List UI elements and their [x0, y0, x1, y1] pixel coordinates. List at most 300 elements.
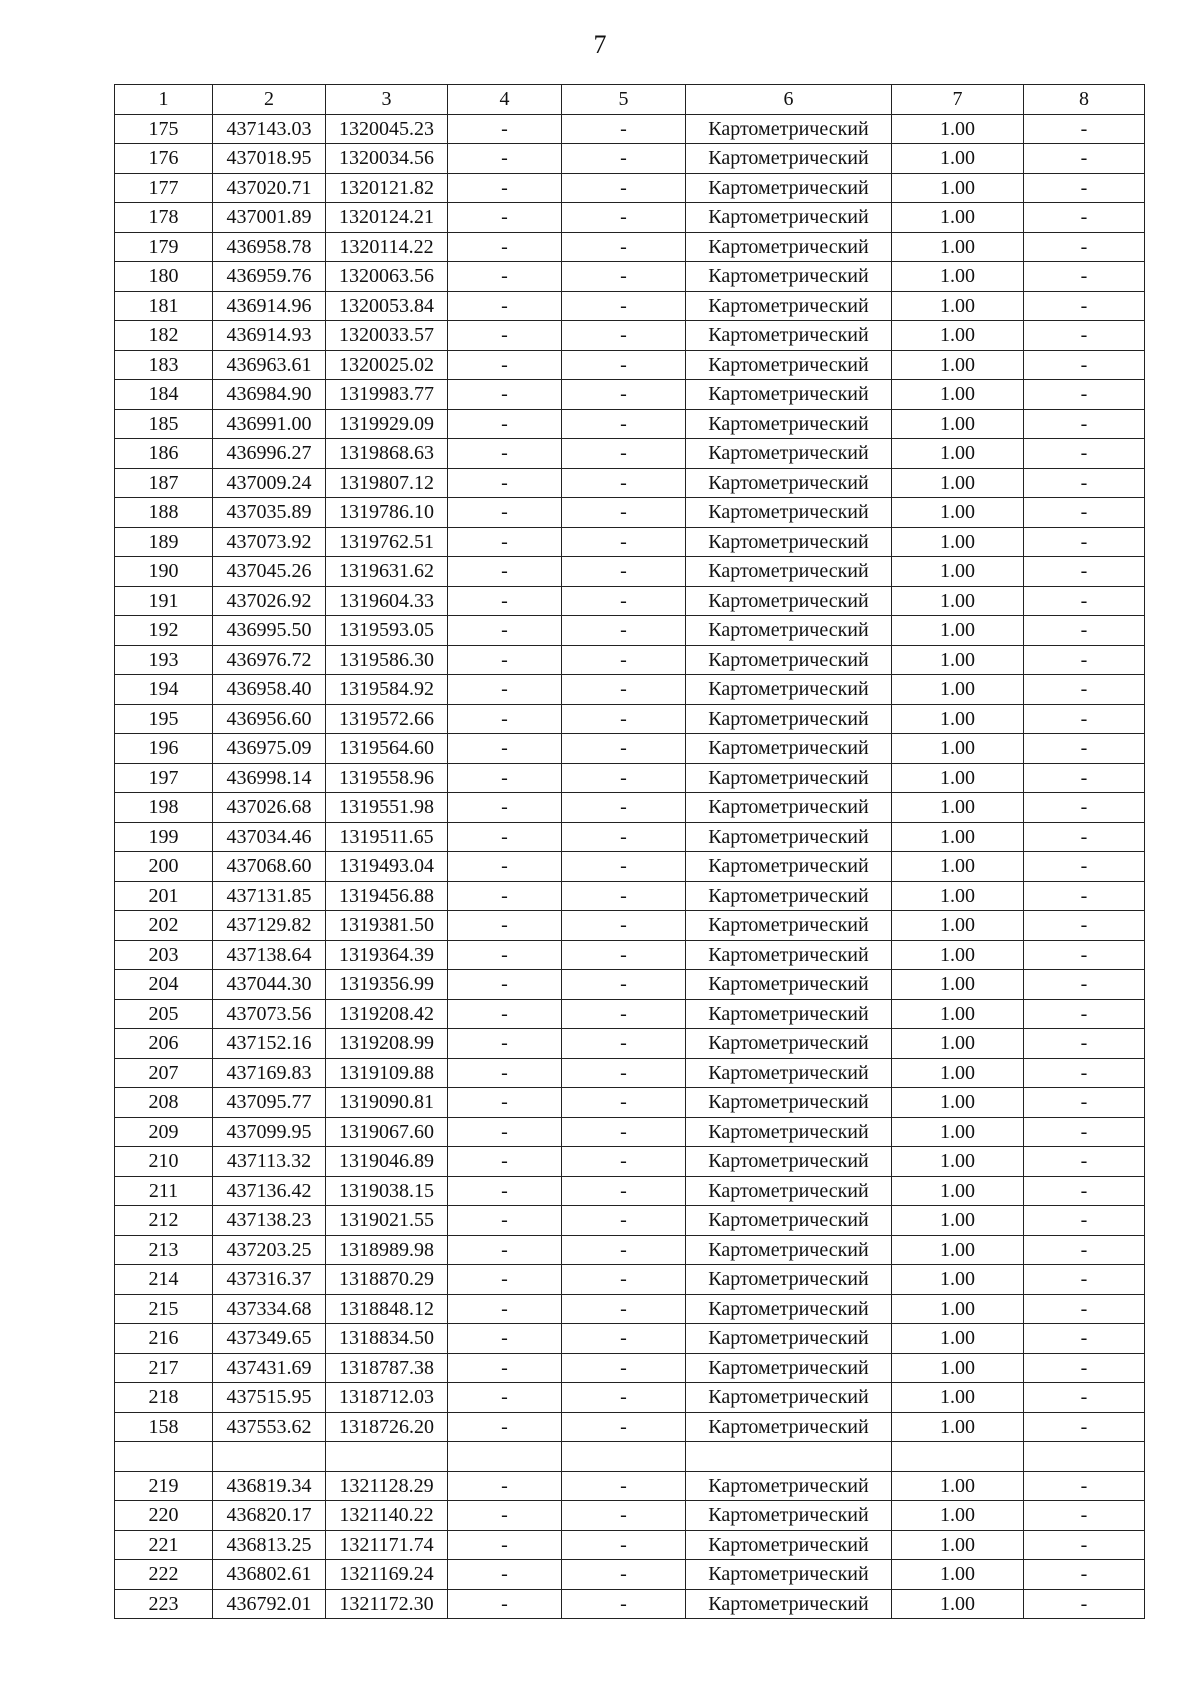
table-cell: - [1024, 1235, 1145, 1265]
table-cell: Картометрический [686, 881, 892, 911]
table-row [115, 1560, 1145, 1590]
table-cell: - [1024, 970, 1145, 1000]
table-cell: - [448, 114, 562, 144]
table-row [115, 321, 1145, 351]
table-cell: 197 [115, 763, 213, 793]
table-cell: Картометрический [686, 616, 892, 646]
table-cell: 1321172.30 [326, 1589, 448, 1619]
table-cell: - [562, 203, 686, 233]
table-cell: - [1024, 1530, 1145, 1560]
table-cell: - [562, 645, 686, 675]
table-cell: 1319572.66 [326, 704, 448, 734]
table-cell: 1321171.74 [326, 1530, 448, 1560]
table-cell: 1320124.21 [326, 203, 448, 233]
table-cell: - [448, 1294, 562, 1324]
table-cell: 1321128.29 [326, 1471, 448, 1501]
table-cell: Картометрический [686, 1206, 892, 1236]
table-cell: 1319929.09 [326, 409, 448, 439]
table-cell: 436792.01 [213, 1589, 326, 1619]
table-cell: - [1024, 1294, 1145, 1324]
table-cell: - [448, 645, 562, 675]
table-row [115, 114, 1145, 144]
table-cell: - [448, 1383, 562, 1413]
table-cell: - [448, 822, 562, 852]
table-cell: 213 [115, 1235, 213, 1265]
table-cell: - [448, 557, 562, 587]
table-cell: - [448, 940, 562, 970]
table-cell: 1.00 [892, 793, 1024, 823]
table-cell: Картометрический [686, 1058, 892, 1088]
table-cell: 1319807.12 [326, 468, 448, 498]
table-cell: 217 [115, 1353, 213, 1383]
table-cell: Картометрический [686, 940, 892, 970]
table-cell: - [1024, 675, 1145, 705]
table-cell: 436958.78 [213, 232, 326, 262]
table-cell: - [1024, 704, 1145, 734]
table-cell: 190 [115, 557, 213, 587]
table-cell: - [562, 881, 686, 911]
table-cell: 437316.37 [213, 1265, 326, 1295]
table-cell [448, 1442, 562, 1472]
table-cell: - [562, 262, 686, 292]
table-cell: Картометрический [686, 468, 892, 498]
table-cell: - [448, 1235, 562, 1265]
table-cell: Картометрический [686, 1029, 892, 1059]
table-cell: Картометрический [686, 734, 892, 764]
table-cell: 1319038.15 [326, 1176, 448, 1206]
table-row [115, 1265, 1145, 1295]
table-cell: - [562, 1560, 686, 1590]
table-cell: 436914.93 [213, 321, 326, 351]
table-cell: - [562, 468, 686, 498]
table-cell: 1318787.38 [326, 1353, 448, 1383]
table-cell: 436996.27 [213, 439, 326, 469]
table-cell: - [1024, 557, 1145, 587]
table-row [115, 586, 1145, 616]
column-header: 5 [562, 85, 686, 115]
table-cell: 1321169.24 [326, 1560, 448, 1590]
table-cell: - [562, 1471, 686, 1501]
table-cell: - [448, 881, 562, 911]
table-row [115, 262, 1145, 292]
table-cell: Картометрический [686, 1235, 892, 1265]
table-row [115, 1353, 1145, 1383]
column-header: 2 [213, 85, 326, 115]
table-cell: 1.00 [892, 380, 1024, 410]
table-cell: 1.00 [892, 1560, 1024, 1590]
table-cell: 1.00 [892, 1206, 1024, 1236]
table-cell: 205 [115, 999, 213, 1029]
table-cell: 1319868.63 [326, 439, 448, 469]
table-cell: 437129.82 [213, 911, 326, 941]
table-cell: Картометрический [686, 852, 892, 882]
table-cell: - [448, 1471, 562, 1501]
table-cell: Картометрический [686, 1088, 892, 1118]
table-row [115, 1206, 1145, 1236]
table-cell: - [562, 557, 686, 587]
table-cell: 1320033.57 [326, 321, 448, 351]
table-cell: - [562, 409, 686, 439]
table-cell: - [448, 970, 562, 1000]
table-cell [892, 1442, 1024, 1472]
table-cell: 1.00 [892, 1029, 1024, 1059]
table-cell: Картометрический [686, 439, 892, 469]
table-cell: 198 [115, 793, 213, 823]
table-cell: 215 [115, 1294, 213, 1324]
table-cell: - [448, 793, 562, 823]
column-header: 3 [326, 85, 448, 115]
table-cell: 1.00 [892, 999, 1024, 1029]
table-cell: 209 [115, 1117, 213, 1147]
table-cell: 1319381.50 [326, 911, 448, 941]
table-cell: 1.00 [892, 1294, 1024, 1324]
table-row [115, 1589, 1145, 1619]
table-cell: 436963.61 [213, 350, 326, 380]
table-cell: 437553.62 [213, 1412, 326, 1442]
table-cell: 1319983.77 [326, 380, 448, 410]
table-cell: Картометрический [686, 970, 892, 1000]
table-cell: - [1024, 793, 1145, 823]
table-cell: - [562, 1117, 686, 1147]
table-row [115, 763, 1145, 793]
table-cell: - [562, 675, 686, 705]
table-cell: 437035.89 [213, 498, 326, 528]
table-cell: 437143.03 [213, 114, 326, 144]
table-cell: - [562, 1501, 686, 1531]
table-cell: - [448, 734, 562, 764]
table-cell [562, 1442, 686, 1472]
table-cell: 1319631.62 [326, 557, 448, 587]
column-header: 1 [115, 85, 213, 115]
table-cell: 1319558.96 [326, 763, 448, 793]
table-cell: 1319208.99 [326, 1029, 448, 1059]
table-cell: 437073.92 [213, 527, 326, 557]
table-cell: 1.00 [892, 527, 1024, 557]
table-cell: 1.00 [892, 439, 1024, 469]
table-cell: 436984.90 [213, 380, 326, 410]
table-cell: Картометрический [686, 1324, 892, 1354]
table-cell: 436976.72 [213, 645, 326, 675]
table-cell: 1319604.33 [326, 586, 448, 616]
table-cell: 1319762.51 [326, 527, 448, 557]
table-cell [686, 1442, 892, 1472]
table-cell: - [562, 527, 686, 557]
table-cell: 1.00 [892, 1235, 1024, 1265]
table-cell [213, 1442, 326, 1472]
table-cell: - [1024, 1412, 1145, 1442]
table-cell: - [562, 498, 686, 528]
table-cell: 188 [115, 498, 213, 528]
table-cell: - [448, 704, 562, 734]
table-cell: - [562, 291, 686, 321]
table-cell: - [1024, 1029, 1145, 1059]
table-cell: 437203.25 [213, 1235, 326, 1265]
table-cell: 436956.60 [213, 704, 326, 734]
table-cell: 214 [115, 1265, 213, 1295]
table-cell: 202 [115, 911, 213, 941]
table-cell: - [1024, 1058, 1145, 1088]
table-cell: - [1024, 852, 1145, 882]
table-row [115, 291, 1145, 321]
table-row [115, 527, 1145, 557]
table-cell: 437020.71 [213, 173, 326, 203]
table-cell: 195 [115, 704, 213, 734]
table-cell: - [448, 675, 562, 705]
table-cell: - [562, 970, 686, 1000]
table-row [115, 911, 1145, 941]
table-cell: Картометрический [686, 321, 892, 351]
table-cell: 1.00 [892, 1471, 1024, 1501]
table-cell: 437431.69 [213, 1353, 326, 1383]
table-row [115, 1088, 1145, 1118]
table-cell: - [448, 1176, 562, 1206]
table-cell: - [562, 1294, 686, 1324]
table-cell: Картометрический [686, 704, 892, 734]
table-cell: 211 [115, 1176, 213, 1206]
table-cell: 1319593.05 [326, 616, 448, 646]
table-cell: 1319584.92 [326, 675, 448, 705]
table-row [115, 675, 1145, 705]
table-cell: - [562, 350, 686, 380]
table-cell: - [562, 852, 686, 882]
table-cell: 223 [115, 1589, 213, 1619]
table-cell: 1318870.29 [326, 1265, 448, 1295]
table-row [115, 852, 1145, 882]
table-cell: 199 [115, 822, 213, 852]
table-cell: 176 [115, 144, 213, 174]
table-cell: - [1024, 1589, 1145, 1619]
table-cell: 206 [115, 1029, 213, 1059]
table-cell: - [1024, 498, 1145, 528]
table-cell: - [562, 1088, 686, 1118]
table-row [115, 704, 1145, 734]
table-cell: 178 [115, 203, 213, 233]
table-cell: 185 [115, 409, 213, 439]
table-row [115, 203, 1145, 233]
table-cell: - [562, 321, 686, 351]
table-cell: 179 [115, 232, 213, 262]
table-cell: Картометрический [686, 232, 892, 262]
table-row [115, 1176, 1145, 1206]
table-cell: - [448, 1560, 562, 1590]
table-cell: 207 [115, 1058, 213, 1088]
table-cell: - [448, 1324, 562, 1354]
table-cell: - [1024, 586, 1145, 616]
table-body [115, 114, 1145, 1619]
table-cell: - [562, 1324, 686, 1354]
table-cell: 436995.50 [213, 616, 326, 646]
table-cell: 1.00 [892, 1589, 1024, 1619]
table-cell: Картометрический [686, 409, 892, 439]
table-cell: - [448, 586, 562, 616]
table-cell: 212 [115, 1206, 213, 1236]
table-cell: 437138.23 [213, 1206, 326, 1236]
table-cell: 1.00 [892, 262, 1024, 292]
table-row [115, 409, 1145, 439]
table-cell: 1319493.04 [326, 852, 448, 882]
table-cell: 1319511.65 [326, 822, 448, 852]
table-cell: 1.00 [892, 1088, 1024, 1118]
table-cell: - [1024, 439, 1145, 469]
table-cell: 158 [115, 1412, 213, 1442]
table-row [115, 232, 1145, 262]
table-row [115, 380, 1145, 410]
table-cell: - [562, 1029, 686, 1059]
table-cell: 192 [115, 616, 213, 646]
table-cell: - [1024, 763, 1145, 793]
table-cell: - [448, 350, 562, 380]
table-cell: 181 [115, 291, 213, 321]
table-cell: Картометрический [686, 1383, 892, 1413]
table-cell: Картометрический [686, 350, 892, 380]
table-cell: - [1024, 380, 1145, 410]
table-cell: - [448, 203, 562, 233]
table-cell [326, 1442, 448, 1472]
table-cell: 436975.09 [213, 734, 326, 764]
table-cell: - [448, 1530, 562, 1560]
table-cell: - [562, 822, 686, 852]
table-cell: - [1024, 350, 1145, 380]
table-cell: 1.00 [892, 822, 1024, 852]
table-cell: - [1024, 822, 1145, 852]
table-cell: 1321140.22 [326, 1501, 448, 1531]
table-cell: - [562, 1265, 686, 1295]
table-row [115, 557, 1145, 587]
table-cell: 1319090.81 [326, 1088, 448, 1118]
table-cell: 1.00 [892, 291, 1024, 321]
table-cell: - [448, 291, 562, 321]
table-cell: 221 [115, 1530, 213, 1560]
table-cell: Картометрический [686, 822, 892, 852]
table-cell: 437515.95 [213, 1383, 326, 1413]
table-row [115, 173, 1145, 203]
table-row [115, 1294, 1145, 1324]
table-cell: - [1024, 645, 1145, 675]
table-cell: - [448, 1412, 562, 1442]
table-cell: 1.00 [892, 321, 1024, 351]
table-cell: 1.00 [892, 1501, 1024, 1531]
table-cell: Картометрический [686, 999, 892, 1029]
table-cell: - [448, 173, 562, 203]
table-row [115, 468, 1145, 498]
table-cell: 437169.83 [213, 1058, 326, 1088]
table-cell: 1.00 [892, 616, 1024, 646]
table-cell: - [448, 527, 562, 557]
table-cell: - [448, 1501, 562, 1531]
table-cell: Картометрический [686, 144, 892, 174]
table-cell: - [1024, 262, 1145, 292]
table-cell: 175 [115, 114, 213, 144]
table-cell: Картометрический [686, 1176, 892, 1206]
table-row [115, 350, 1145, 380]
table-cell: 437099.95 [213, 1117, 326, 1147]
table-cell: - [1024, 1501, 1145, 1531]
table-cell: - [562, 616, 686, 646]
table-cell: 177 [115, 173, 213, 203]
table-cell: 1318848.12 [326, 1294, 448, 1324]
table-cell: 437034.46 [213, 822, 326, 852]
table-row [115, 970, 1145, 1000]
table-cell: 436820.17 [213, 1501, 326, 1531]
table-cell: - [448, 1589, 562, 1619]
table-cell: 1.00 [892, 586, 1024, 616]
table-cell: 180 [115, 262, 213, 292]
column-header: 6 [686, 85, 892, 115]
table-cell: 1320025.02 [326, 350, 448, 380]
table-cell: - [448, 1353, 562, 1383]
table-cell: 204 [115, 970, 213, 1000]
table-cell: 437045.26 [213, 557, 326, 587]
table-cell: 1.00 [892, 940, 1024, 970]
table-row [115, 1442, 1145, 1472]
table-cell: - [1024, 1560, 1145, 1590]
table-cell: 1319364.39 [326, 940, 448, 970]
table-cell: 189 [115, 527, 213, 557]
table-cell: - [448, 1147, 562, 1177]
table-cell: 1.00 [892, 203, 1024, 233]
table-cell: - [1024, 616, 1145, 646]
table-cell: - [562, 1589, 686, 1619]
page-number: 7 [593, 30, 607, 59]
table-cell: - [562, 1353, 686, 1383]
table-cell: 1320114.22 [326, 232, 448, 262]
table-cell: - [1024, 1353, 1145, 1383]
table-cell: - [448, 468, 562, 498]
table-cell: 1.00 [892, 173, 1024, 203]
table-cell: - [1024, 114, 1145, 144]
table-cell: - [1024, 409, 1145, 439]
table-cell: - [562, 793, 686, 823]
table-cell: 1.00 [892, 409, 1024, 439]
table-cell: Картометрический [686, 675, 892, 705]
table-row [115, 1235, 1145, 1265]
table-cell: - [1024, 1383, 1145, 1413]
column-header: 8 [1024, 85, 1145, 115]
table-row [115, 1471, 1145, 1501]
table-cell: - [448, 321, 562, 351]
table-cell: Картометрический [686, 1530, 892, 1560]
table-cell: 1.00 [892, 1058, 1024, 1088]
table-row [115, 439, 1145, 469]
table-row [115, 1530, 1145, 1560]
table-cell: 1.00 [892, 911, 1024, 941]
table-cell: 1.00 [892, 1530, 1024, 1560]
table-cell: - [1024, 468, 1145, 498]
table-cell: - [448, 380, 562, 410]
table-cell: 184 [115, 380, 213, 410]
table-cell: 1320063.56 [326, 262, 448, 292]
table-cell: - [1024, 734, 1145, 764]
table-cell: - [448, 616, 562, 646]
table-cell: 1.00 [892, 1147, 1024, 1177]
table-cell: Картометрический [686, 645, 892, 675]
table-cell: 436819.34 [213, 1471, 326, 1501]
table-cell: 187 [115, 468, 213, 498]
table-cell: - [1024, 1471, 1145, 1501]
table-cell: 1318989.98 [326, 1235, 448, 1265]
table-cell: 1319109.88 [326, 1058, 448, 1088]
table-cell: 437095.77 [213, 1088, 326, 1118]
table-cell: 1.00 [892, 350, 1024, 380]
table-cell: - [1024, 911, 1145, 941]
table-cell: - [1024, 1265, 1145, 1295]
table-cell: - [562, 911, 686, 941]
table-cell: Картометрический [686, 1294, 892, 1324]
table-cell: 437334.68 [213, 1294, 326, 1324]
table-cell: 220 [115, 1501, 213, 1531]
table-cell: 1319786.10 [326, 498, 448, 528]
table-cell: - [562, 439, 686, 469]
